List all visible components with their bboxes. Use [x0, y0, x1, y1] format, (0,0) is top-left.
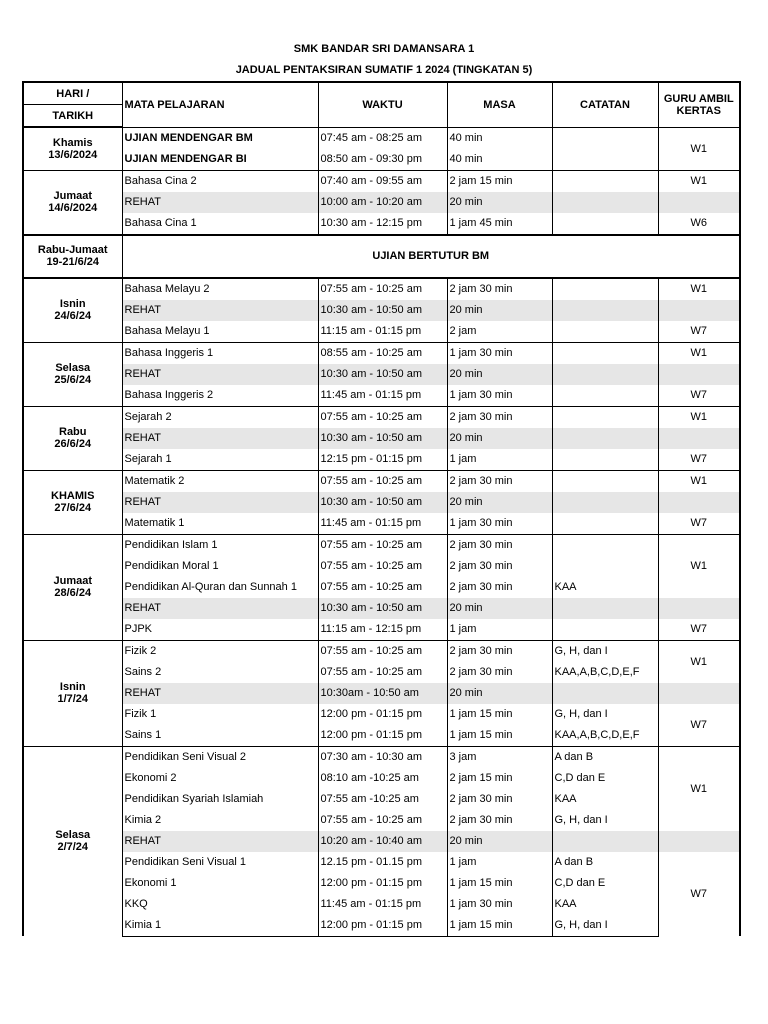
time-cell: 07:55 am - 10:25 am	[318, 534, 447, 556]
table-row	[23, 278, 740, 300]
time-cell: 12:15 pm - 01:15 pm	[318, 449, 447, 471]
time-cell: 07:55 am - 10:25 am	[318, 470, 447, 492]
notes-cell: C,D dan E	[552, 873, 658, 894]
duration-cell: 20 min	[447, 364, 552, 385]
duration-cell: 1 jam	[447, 852, 552, 873]
day-name: Jumaat	[53, 575, 93, 587]
notes-cell: G, H, dan I	[552, 810, 658, 831]
subject-cell: REHAT	[122, 192, 318, 213]
table-row	[23, 577, 740, 598]
header-notes: CATATAN	[552, 82, 658, 127]
subject-cell: Bahasa Melayu 1	[122, 321, 318, 343]
day-cell	[23, 534, 122, 640]
header-duration: MASA	[447, 82, 552, 127]
table-row	[23, 342, 740, 364]
notes-cell	[552, 192, 658, 213]
time-cell: 08:55 am - 10:25 am	[318, 342, 447, 364]
duration-cell: 20 min	[447, 831, 552, 852]
table-row	[23, 470, 740, 492]
teacher-cell	[658, 683, 740, 704]
duration-cell: 1 jam 15 min	[447, 725, 552, 747]
duration-cell: 40 min	[447, 149, 552, 171]
time-cell: 10:30 am - 10:50 am	[318, 492, 447, 513]
time-cell: 07:30 am - 10:30 am	[318, 746, 447, 768]
time-cell: 10:30 am - 12:15 pm	[318, 213, 447, 235]
table-row	[23, 598, 740, 619]
subject-cell: Sains 2	[122, 662, 318, 683]
day-cell	[23, 127, 122, 170]
notes-cell: KAA,A,B,C,D,E,F	[552, 662, 658, 683]
subject-cell: Sains 1	[122, 725, 318, 747]
notes-cell: G, H, dan I	[552, 915, 658, 937]
subject-cell: Kimia 1	[122, 915, 318, 937]
header-tarikh: TARIKH	[23, 105, 122, 128]
time-cell: 10:30 am - 10:50 am	[318, 428, 447, 449]
day-date: 26/6/24	[54, 438, 92, 450]
teacher-cell: W6	[658, 213, 740, 235]
duration-cell: 2 jam 30 min	[447, 640, 552, 662]
table-row	[23, 810, 740, 831]
time-cell: 07:55 am - 10:25 am	[318, 662, 447, 683]
notes-cell: KAA	[552, 894, 658, 915]
duration-cell: 20 min	[447, 300, 552, 321]
notes-cell	[552, 831, 658, 852]
teacher-cell	[658, 831, 740, 852]
table-row	[23, 915, 740, 937]
notes-cell	[552, 213, 658, 235]
subject-cell: Pendidikan Al-Quran dan Sunnah 1	[122, 577, 318, 598]
day-date: 25/6/24	[54, 374, 92, 386]
subject-cell: Pendidikan Islam 1	[122, 534, 318, 556]
duration-cell: 1 jam 30 min	[447, 385, 552, 407]
notes-cell: G, H, dan I	[552, 704, 658, 725]
duration-cell: 1 jam 15 min	[447, 704, 552, 725]
duration-cell: 2 jam 15 min	[447, 768, 552, 789]
day-date: 14/6/2024	[48, 202, 98, 214]
time-cell: 12:00 pm - 01:15 pm	[318, 873, 447, 894]
teacher-cell: W7	[658, 321, 740, 343]
notes-cell	[552, 449, 658, 471]
notes-cell	[552, 534, 658, 556]
duration-cell: 3 jam	[447, 746, 552, 768]
duration-cell: 1 jam 45 min	[447, 213, 552, 235]
notes-cell	[552, 342, 658, 364]
teacher-cell: W1	[658, 406, 740, 428]
day-date: 19-21/6/24	[46, 256, 100, 268]
table-row	[23, 640, 740, 662]
day-cell	[23, 746, 122, 936]
table-row	[23, 127, 740, 149]
day-name: Rabu-Jumaat	[37, 244, 108, 256]
table-row	[23, 235, 740, 278]
time-cell: 11:45 am - 01:15 pm	[318, 385, 447, 407]
subject-cell: UJIAN MENDENGAR BM	[122, 127, 318, 149]
duration-cell: 2 jam 30 min	[447, 789, 552, 810]
table-row	[23, 662, 740, 683]
notes-cell	[552, 364, 658, 385]
day-name: Khamis	[52, 136, 93, 149]
table-row	[23, 619, 740, 641]
subject-cell: REHAT	[122, 492, 318, 513]
subject-cell: Ekonomi 2	[122, 768, 318, 789]
exam-schedule-table	[22, 81, 741, 937]
duration-cell: 2 jam 30 min	[447, 577, 552, 598]
time-cell: 07:55 am -10:25 am	[318, 789, 447, 810]
subject-cell: Pendidikan Moral 1	[122, 556, 318, 577]
header-time: WAKTU	[318, 82, 447, 127]
notes-cell	[552, 149, 658, 171]
table-row	[23, 831, 740, 852]
subject-cell: Pendidikan Seni Visual 1	[122, 852, 318, 873]
time-cell: 12.15 pm - 01.15 pm	[318, 852, 447, 873]
subject-cell: REHAT	[122, 364, 318, 385]
duration-cell: 20 min	[447, 428, 552, 449]
table-row	[23, 683, 740, 704]
notes-cell	[552, 385, 658, 407]
time-cell: 07:45 am - 08:25 am	[318, 127, 447, 149]
subject-cell: Ekonomi 1	[122, 873, 318, 894]
duration-cell: 20 min	[447, 492, 552, 513]
subject-cell: Fizik 2	[122, 640, 318, 662]
subject-cell: REHAT	[122, 300, 318, 321]
teacher-cell: W7	[658, 619, 740, 641]
teacher-cell	[658, 428, 740, 449]
day-date: 27/6/24	[54, 502, 92, 514]
table-row	[23, 300, 740, 321]
table-row	[23, 192, 740, 213]
duration-cell: 2 jam	[447, 321, 552, 343]
day-cell	[23, 342, 122, 406]
subject-cell: Matematik 1	[122, 513, 318, 535]
subject-cell: Bahasa Inggeris 2	[122, 385, 318, 407]
subject-cell: KKQ	[122, 894, 318, 915]
subject-cell: Bahasa Cina 2	[122, 170, 318, 192]
time-cell: 12:00 pm - 01:15 pm	[318, 725, 447, 747]
teacher-cell: W1	[658, 534, 740, 598]
day-cell	[23, 640, 122, 746]
day-date: 13/6/2024	[48, 148, 98, 161]
notes-cell: KAA,A,B,C,D,E,F	[552, 725, 658, 747]
duration-cell: 1 jam 30 min	[447, 342, 552, 364]
time-cell: 10:00 am - 10:20 am	[318, 192, 447, 213]
notes-cell	[552, 278, 658, 300]
subject-cell: Bahasa Cina 1	[122, 213, 318, 235]
table-row	[23, 746, 740, 768]
table-row	[23, 213, 740, 235]
duration-cell: 1 jam 30 min	[447, 894, 552, 915]
teacher-cell: W7	[658, 385, 740, 407]
duration-cell: 2 jam 30 min	[447, 556, 552, 577]
time-cell: 07:55 am - 10:25 am	[318, 556, 447, 577]
notes-cell: KAA	[552, 789, 658, 810]
table-row	[23, 894, 740, 915]
teacher-cell: W7	[658, 513, 740, 535]
duration-cell: 2 jam 15 min	[447, 170, 552, 192]
notes-cell: G, H, dan I	[552, 640, 658, 662]
table-row	[23, 492, 740, 513]
notes-cell	[552, 406, 658, 428]
duration-cell: 2 jam 30 min	[447, 534, 552, 556]
duration-cell: 2 jam 30 min	[447, 810, 552, 831]
subject-cell: REHAT	[122, 831, 318, 852]
header-subject: MATA PELAJARAN	[122, 82, 318, 127]
notes-cell	[552, 470, 658, 492]
teacher-cell	[658, 598, 740, 619]
teacher-cell: W1	[658, 640, 740, 683]
teacher-cell: W1	[658, 278, 740, 300]
table-row	[23, 789, 740, 810]
time-cell: 11:15 am - 01:15 pm	[318, 321, 447, 343]
notes-cell	[552, 300, 658, 321]
span-event: UJIAN BERTUTUR BM	[122, 235, 740, 278]
day-cell	[23, 278, 122, 343]
notes-cell	[552, 556, 658, 577]
day-date: 28/6/24	[54, 587, 92, 599]
time-cell: 07:55 am - 10:25 am	[318, 406, 447, 428]
day-cell	[23, 470, 122, 534]
teacher-cell: W7	[658, 449, 740, 471]
subject-cell: REHAT	[122, 428, 318, 449]
day-cell	[23, 170, 122, 235]
time-cell: 08:10 am -10:25 am	[318, 768, 447, 789]
duration-cell: 1 jam 15 min	[447, 873, 552, 894]
teacher-cell: W1	[658, 470, 740, 492]
time-cell: 12:00 pm - 01:15 pm	[318, 704, 447, 725]
subject-cell: Sejarah 1	[122, 449, 318, 471]
day-date: 24/6/24	[54, 310, 92, 322]
day-date: 2/7/24	[57, 841, 89, 854]
notes-cell: C,D dan E	[552, 768, 658, 789]
subject-cell: Matematik 2	[122, 470, 318, 492]
day-name: Jumaat	[53, 190, 93, 202]
day-cell	[23, 406, 122, 470]
subject-cell: UJIAN MENDENGAR BI	[122, 149, 318, 171]
notes-cell: KAA	[552, 577, 658, 598]
table-row	[23, 170, 740, 192]
time-cell: 10:30 am - 10:50 am	[318, 300, 447, 321]
header-teacher: GURU AMBIL KERTAS	[658, 82, 740, 127]
subject-cell: Kimia 2	[122, 810, 318, 831]
teacher-cell: W7	[658, 704, 740, 747]
table-row	[23, 725, 740, 747]
day-name: KHAMIS	[51, 490, 95, 502]
teacher-cell: W7	[658, 852, 740, 937]
duration-cell: 20 min	[447, 683, 552, 704]
table-row	[23, 556, 740, 577]
teacher-cell	[658, 300, 740, 321]
notes-cell	[552, 619, 658, 641]
notes-cell: A dan B	[552, 852, 658, 873]
day-name: Rabu	[59, 426, 87, 438]
duration-cell: 2 jam 30 min	[447, 278, 552, 300]
teacher-cell	[658, 192, 740, 213]
day-cell	[23, 235, 122, 278]
table-row	[23, 149, 740, 171]
subject-cell: Bahasa Inggeris 1	[122, 342, 318, 364]
teacher-cell	[658, 364, 740, 385]
table-row	[23, 364, 740, 385]
teacher-cell: W1	[658, 170, 740, 192]
subject-cell: PJPK	[122, 619, 318, 641]
duration-cell: 20 min	[447, 598, 552, 619]
table-row	[23, 513, 740, 535]
duration-cell: 20 min	[447, 192, 552, 213]
teacher-cell: W1	[658, 127, 740, 170]
notes-cell	[552, 492, 658, 513]
time-cell: 10:30am - 10:50 am	[318, 683, 447, 704]
subject-cell: Sejarah 2	[122, 406, 318, 428]
time-cell: 11:45 am - 01:15 pm	[318, 513, 447, 535]
duration-cell: 2 jam 30 min	[447, 406, 552, 428]
table-row	[23, 704, 740, 725]
notes-cell: A dan B	[552, 746, 658, 768]
table-row	[23, 768, 740, 789]
schedule-title: JADUAL PENTAKSIRAN SUMATIF 1 2024 (TINGKATAN 5)	[235, 64, 533, 76]
day-name: Isnin	[59, 681, 86, 693]
subject-cell: Pendidikan Seni Visual 2	[122, 746, 318, 768]
table-row	[23, 428, 740, 449]
subject-cell: REHAT	[122, 598, 318, 619]
schedule-body	[23, 127, 740, 936]
time-cell: 07:55 am - 10:25 am	[318, 577, 447, 598]
time-cell: 11:15 am - 12:15 pm	[318, 619, 447, 641]
subject-cell: Fizik 1	[122, 704, 318, 725]
notes-cell	[552, 428, 658, 449]
day-date: 1/7/24	[57, 693, 89, 705]
duration-cell: 1 jam	[447, 449, 552, 471]
table-row	[23, 406, 740, 428]
table-row	[23, 385, 740, 407]
subject-cell: Pendidikan Syariah Islamiah	[122, 789, 318, 810]
duration-cell: 1 jam	[447, 619, 552, 641]
duration-cell: 2 jam 30 min	[447, 470, 552, 492]
day-name: Isnin	[59, 298, 86, 310]
table-row	[23, 873, 740, 894]
time-cell: 11:45 am - 01:15 pm	[318, 894, 447, 915]
time-cell: 07:55 am - 10:25 am	[318, 810, 447, 831]
header-hari: HARI /	[23, 82, 122, 105]
table-row	[23, 534, 740, 556]
teacher-cell: W1	[658, 342, 740, 364]
notes-cell	[552, 683, 658, 704]
school-name: SMK BANDAR SRI DAMANSARA 1	[293, 43, 475, 55]
duration-cell: 40 min	[447, 127, 552, 149]
day-name: Selasa	[55, 829, 91, 842]
notes-cell	[552, 598, 658, 619]
table-row	[23, 449, 740, 471]
notes-cell	[552, 321, 658, 343]
day-name: Selasa	[55, 362, 91, 374]
teacher-cell: W1	[658, 746, 740, 831]
subject-cell: Bahasa Melayu 2	[122, 278, 318, 300]
subject-cell: REHAT	[122, 683, 318, 704]
time-cell: 07:55 am - 10:25 am	[318, 640, 447, 662]
time-cell: 07:40 am - 09:55 am	[318, 170, 447, 192]
teacher-cell	[658, 492, 740, 513]
notes-cell	[552, 170, 658, 192]
time-cell: 10:30 am - 10:50 am	[318, 598, 447, 619]
notes-cell	[552, 513, 658, 535]
table-row	[23, 321, 740, 343]
time-cell: 10:20 am - 10:40 am	[318, 831, 447, 852]
duration-cell: 1 jam 15 min	[447, 915, 552, 937]
table-row	[23, 852, 740, 873]
duration-cell: 2 jam 30 min	[447, 662, 552, 683]
time-cell: 08:50 am - 09:30 pm	[318, 149, 447, 171]
notes-cell	[552, 127, 658, 149]
time-cell: 07:55 am - 10:25 am	[318, 278, 447, 300]
time-cell: 12:00 pm - 01:15 pm	[318, 915, 447, 937]
duration-cell: 1 jam 30 min	[447, 513, 552, 535]
time-cell: 10:30 am - 10:50 am	[318, 364, 447, 385]
